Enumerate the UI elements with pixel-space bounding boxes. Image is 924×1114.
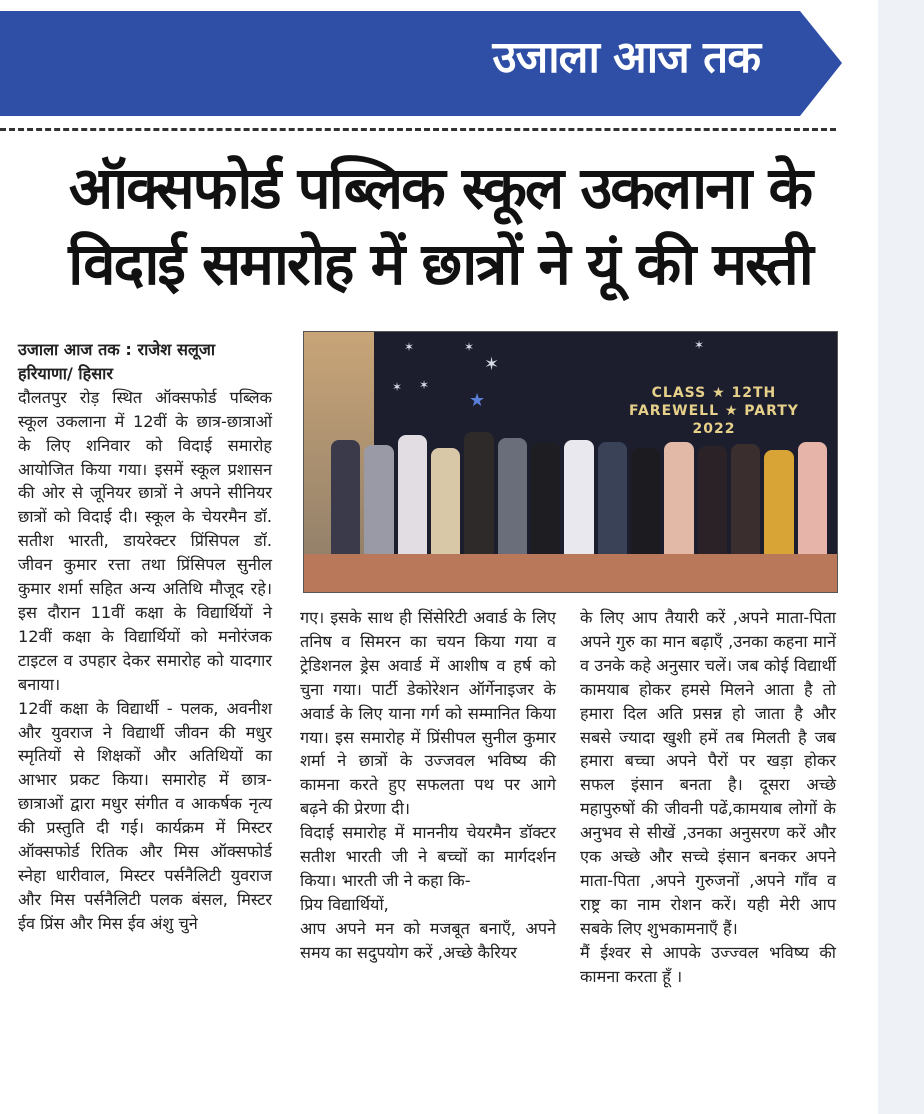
person xyxy=(798,442,827,560)
event-photo xyxy=(303,331,838,593)
side-panel xyxy=(878,0,924,1114)
paragraph: विदाई समारोह में माननीय चेयरमैन डॉक्टर सतीश भारती जी ने बच्चों का मार्गदर्शन किया। भारती जी ने कहा कि- xyxy=(300,823,556,890)
person xyxy=(631,448,660,560)
farewell-banner-line-3: 2022 xyxy=(692,421,736,437)
star-decoration-icon: ✶ xyxy=(404,340,415,354)
byline-author: उजाला आज तक : राजेश सलूजा xyxy=(18,340,216,359)
headline-line-2: विदाई समारोह में छात्रों ने यूं की मस्ती xyxy=(68,230,812,298)
person xyxy=(464,432,493,560)
star-decoration-icon: ✶ xyxy=(694,338,705,352)
farewell-banner-line-1: CLASS ★ 12TH xyxy=(651,385,777,401)
paragraph: के लिए आप तैयारी करें ,अपने माता-पिता अपने गुरु का मान बढ़ाएँ ,उनका कहना मानें व उनके कहे अनुसार चलें। जब कोई विद्यार्थी कामयाब होकर हमसे मिलने आता है तो हमारा दिल अति प्रसन्न हो जाता है और सबसे ज्यादा खुशी हमें तब मिलती है जब हमारा बच्चा अपने पैरों पर खड़ा होकर सफल इंसान बनता है। दूसरा अच्छे महापुरुषों की जीवनी पढें,कामयाब लोगों के अनुभव से सीखें ,उनका अनुसरण करें और एक अच्छे और सच्चे इंसान बनकर अपने माता-पिता ,अपने गुरुजनों ,अपने गाँव व राष्ट्र का नाम रोशन करें। यही मेरी आप सबके लिए शुभकामनाएँ हैं। xyxy=(580,608,836,938)
byline-location: हरियाणा/ हिसार xyxy=(18,363,113,383)
star-decoration-icon: ✶ xyxy=(392,380,403,394)
person xyxy=(498,438,527,560)
masthead-title: उजाला आज तक xyxy=(492,32,760,83)
person xyxy=(431,448,460,560)
masthead-arrow xyxy=(800,11,842,116)
person xyxy=(764,450,793,560)
person xyxy=(564,440,593,560)
person xyxy=(664,442,693,560)
star-decoration-icon: ✶ xyxy=(464,340,475,354)
paragraph: मैं ईश्वर से आपके उज्ज्वल भविष्य की कामना करता हूँ । xyxy=(580,942,836,986)
masthead-banner xyxy=(0,11,800,116)
headline xyxy=(20,150,860,302)
group-of-people xyxy=(329,430,829,560)
paragraph: आप अपने मन को मजबूत बनाएँ, अपने समय का सदुपयोग करें ,अच्छे कैरियर xyxy=(300,918,556,962)
stage-floor xyxy=(304,554,837,592)
star-decoration-icon: ✶ xyxy=(419,378,430,392)
paragraph: गए। इसके साथ ही सिंसेरिटी अवार्ड के लिए तनिष व सिमरन का चयन किया गया व ट्रेडिशनल ड्रेस अवार्ड में आशीष व हर्ष को चुना गया। पार्टी डेकोरेशन ऑर्गेनाइजर के अवार्ड के लिए याना गर्ग को सम्मानित किया गया। इस समारोह में प्रिंसीपल सुनील कुमार शर्मा ने छात्रों के उज्जवल भविष्य की कामना करते हुए सफलता पथ पर आगे बढ़ने की प्रेरणा दी। xyxy=(300,608,556,819)
farewell-banner-line-2: FAREWELL ★ PARTY xyxy=(629,403,799,419)
person xyxy=(531,442,560,560)
dotted-divider xyxy=(0,128,836,131)
headline-line-1: ऑक्सफोर्ड पब्लिक स्कूल उकलाना के xyxy=(68,154,812,222)
person xyxy=(698,446,727,560)
article-column-3 xyxy=(580,606,836,989)
paragraph: 12वीं कक्षा के विद्यार्थी - पलक, अवनीश और युवराज ने विद्यार्थी जीवन की मधुर स्मृतियों से शिक्षकों और अतिथियों का आभार प्रकट किया। समारोह में छात्र-छात्राओं द्वारा मधुर संगीत व आकर्षक नृत्य की प्रस्तुति दी गई। कार्यक्रम में मिस्टर ऑक्सफोर्ड रितिक और मिस ऑक्सफोर्ड स्नेहा धारीवाल, मिस्टर पर्सनैलिटी युवराज और मिस पर्सनैलिटी पलक बंसल, मिस्टर ईव प्रिंस और मिस ईव अंशु चुने xyxy=(18,698,272,933)
person xyxy=(364,445,393,560)
person xyxy=(731,444,760,560)
article-column-1 xyxy=(18,338,272,936)
paragraph: प्रिय विद्यार्थियों, xyxy=(300,894,389,914)
article-column-2 xyxy=(300,606,556,965)
star-decoration-icon: ✶ xyxy=(484,354,500,375)
star-decoration-icon: ★ xyxy=(469,390,486,411)
person xyxy=(331,440,360,560)
paragraph: दौलतपुर रोड़ स्थित ऑक्सफोर्ड पब्लिक स्कूल उकलाना में 12वीं के छात्र-छात्राओं के लिए शनिवार को विदाई समारोह आयोजित किया गया। इसमें स्कूल प्रशासन की ओर से जूनियर छात्रों ने अपने सीनियर छात्रों को विदाई दी। स्कूल के चेयरमैन डॉ. सतीश भारती, डायरेक्टर प्रिंसिपल डॉ. जीवन कुमार रत्ता तथा प्रिंसिपल सुनील कुमार शर्मा सहित अन्य अतिथि मौजूद रहे। इस दौरान 11वीं कक्षा के विद्यार्थियों ने 12वीं कक्षा के विद्यार्थियों को मनोरंजक टाइटल व उपहार देकर समारोह को यादगार बनाया। xyxy=(18,387,272,694)
person xyxy=(598,442,627,560)
person xyxy=(398,435,427,560)
